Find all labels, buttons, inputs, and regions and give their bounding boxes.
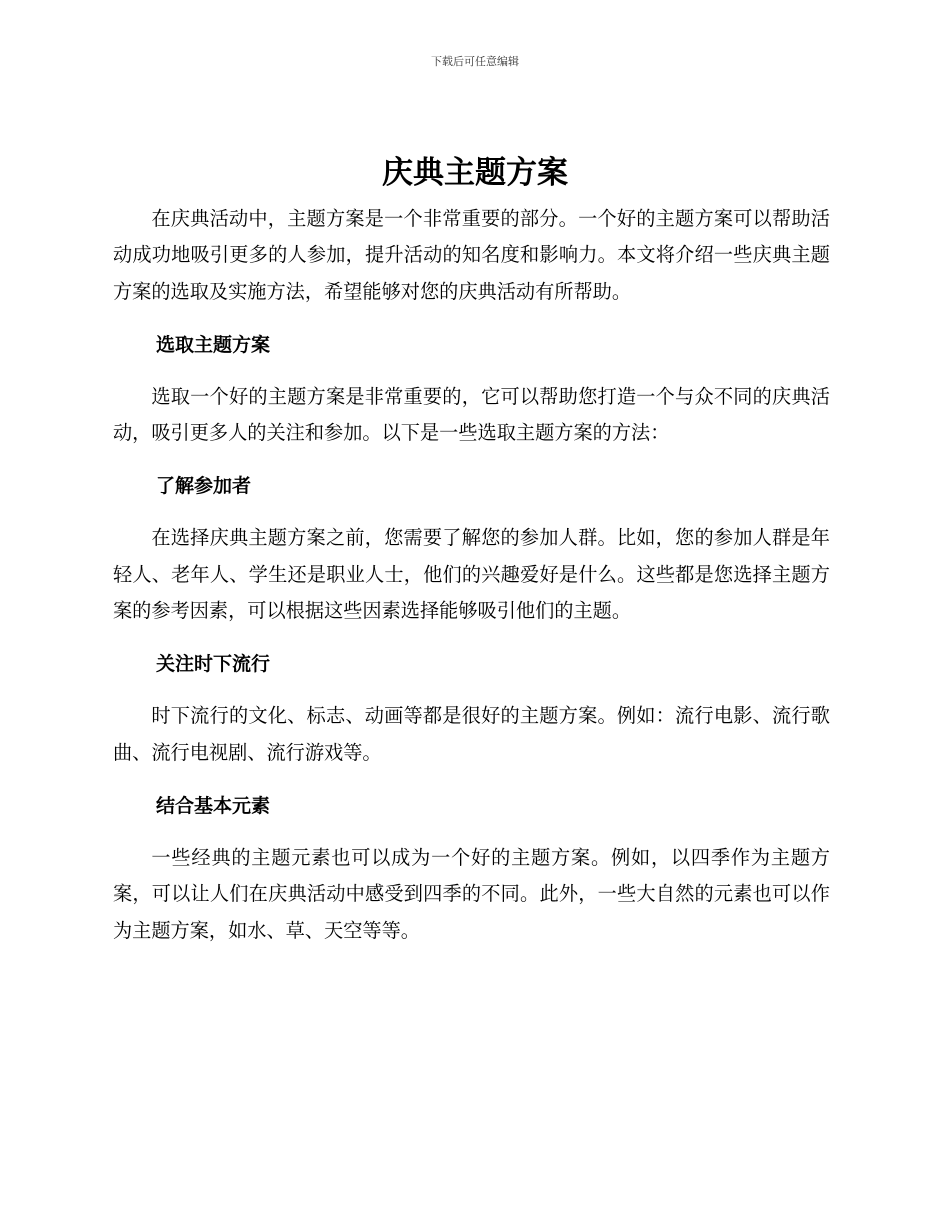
section-body-choose-theme: 选取一个好的主题方案是非常重要的，它可以帮助您打造一个与众不同的庆典活动，吸引更多人的关注和参加。以下是一些选取主题方案的方法： [113, 384, 830, 445]
document-body [113, 201, 830, 949]
section-body-follow-trends: 时下流行的文化、标志、动画等都是很好的主题方案。例如：流行电影、流行歌曲、流行电视剧、流行游戏等。 [113, 704, 830, 764]
section-body-know-participants: 在选择庆典主题方案之前，您需要了解您的参加人群。比如，您的参加人群是年轻人、老年人、学生还是职业人士，他们的兴趣爱好是什么。这些都是您选择主题方案的参考因素，可以根据这些因素选择能够吸引他们的主题。 [113, 526, 830, 623]
section-heading-choose-theme: 选取主题方案 [156, 333, 271, 356]
section-body-basic-elements: 一些经典的主题元素也可以成为一个好的主题方案。例如，以四季作为主题方案，可以让人们在庆典活动中感受到四季的不同。此外，一些大自然的元素也可以作为主题方案，如水、草、天空等等。 [113, 845, 830, 942]
section-heading-know-participants: 了解参加者 [156, 475, 252, 498]
section-heading-basic-elements: 结合基本元素 [156, 794, 271, 817]
section-heading-follow-trends: 关注时下流行 [156, 653, 271, 676]
intro-paragraph: 在庆典活动中，主题方案是一个非常重要的部分。一个好的主题方案可以帮助活动成功地吸引更多的人参加，提升活动的知名度和影响力。本文将介绍一些庆典主题方案的选取及实施方法，希望能够对您的庆典活动有所帮助。 [113, 207, 830, 303]
page-header: 下载后可任意编辑 [431, 55, 519, 68]
document-title: 庆典主题方案 [382, 155, 568, 191]
